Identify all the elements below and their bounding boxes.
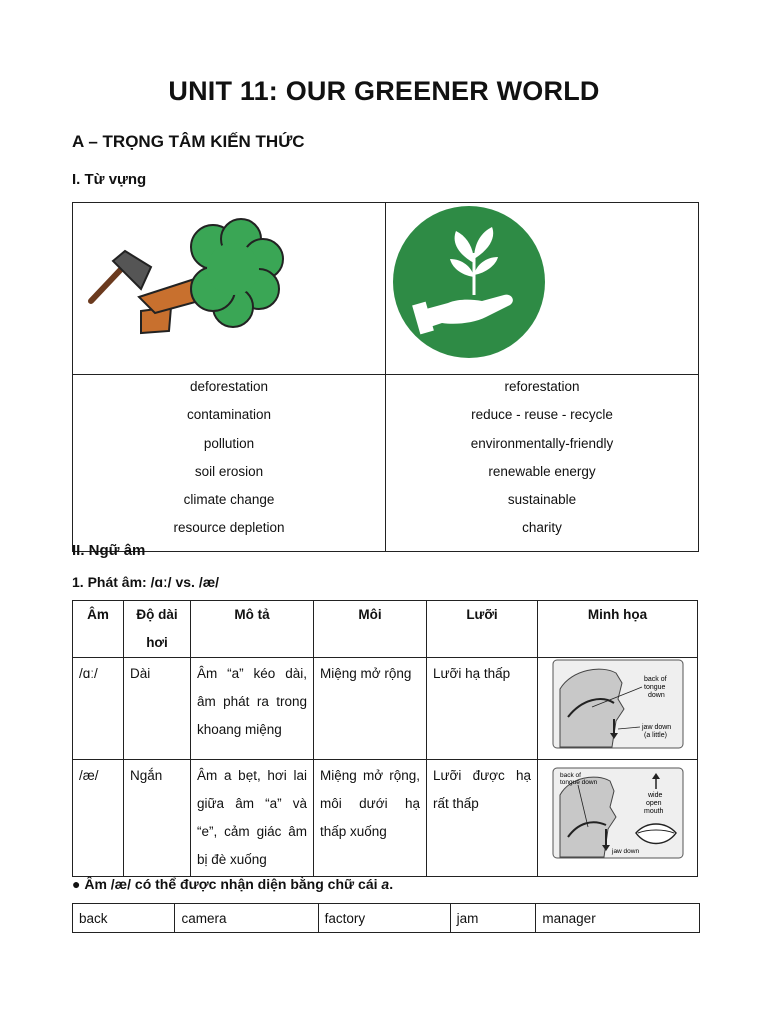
description-cell: Âm a bẹt, hơi lai giữa âm “a” và “e”, cảm giác âm bị đè xuống bbox=[191, 760, 314, 877]
label-text: (a little) bbox=[643, 731, 667, 739]
section-a-heading: A – TRỌNG TÂM KIẾN THỨC bbox=[72, 132, 305, 151]
vocab-word: pollution bbox=[203, 435, 255, 451]
vocab-word: reforestation bbox=[504, 379, 580, 394]
label-text: tongue bbox=[643, 683, 665, 691]
vocab-right-column bbox=[386, 375, 699, 552]
label-text: tongue down bbox=[559, 779, 597, 786]
header-lips: Môi bbox=[314, 601, 427, 658]
note-letter: a bbox=[381, 876, 390, 892]
header-description: Mô tả bbox=[191, 601, 314, 658]
example-word: camera bbox=[175, 904, 318, 933]
mouth-diagram-ae-short bbox=[552, 767, 684, 859]
label-text: jaw down bbox=[641, 723, 671, 731]
description-cell: Âm “a” kéo dài, âm phát ra trong khoang miệng bbox=[191, 658, 314, 760]
example-word: factory bbox=[318, 904, 450, 933]
sound-cell: /æ/ bbox=[73, 760, 124, 877]
vocab-word: reduce - reuse - recycle bbox=[471, 407, 613, 423]
deforestation-illustration bbox=[73, 203, 385, 369]
deforestation-image-cell bbox=[73, 203, 386, 375]
tongue-cell: Lưỡi được hạ rất thấp bbox=[427, 760, 538, 877]
vocab-word: environmentally-friendly bbox=[470, 435, 614, 451]
pronunciation-subheading: 1. Phát âm: /ɑː/ vs. /æ/ bbox=[72, 574, 220, 590]
example-words-table bbox=[72, 903, 700, 933]
label-text: wide bbox=[647, 792, 662, 799]
label-text: back of bbox=[559, 772, 581, 779]
vocab-word: charity bbox=[522, 520, 562, 536]
reforestation-image-cell bbox=[386, 203, 699, 375]
example-word: back bbox=[73, 904, 175, 933]
label-text: mouth bbox=[643, 808, 663, 815]
vocab-word: climate change bbox=[183, 492, 275, 508]
illustration-cell bbox=[538, 658, 698, 760]
reforestation-illustration bbox=[386, 203, 698, 369]
sound-cell: /ɑː/ bbox=[73, 658, 124, 760]
note-text: ● Âm /æ/ có thể được nhận diện bằng chữ cái a. bbox=[72, 876, 394, 892]
header-tongue: Lưỡi bbox=[427, 601, 538, 658]
length-cell: Ngắn bbox=[124, 760, 191, 877]
recognition-note bbox=[72, 876, 393, 892]
phonetics-heading: II. Ngữ âm bbox=[72, 542, 146, 559]
example-word: manager bbox=[536, 904, 700, 933]
vocab-word: soil erosion bbox=[194, 463, 264, 479]
label-text: down bbox=[647, 691, 665, 699]
example-word: jam bbox=[450, 904, 536, 933]
illustration-cell bbox=[538, 760, 698, 877]
vocab-heading: I. Từ vựng bbox=[72, 171, 147, 188]
vocab-word: deforestation bbox=[189, 379, 269, 394]
tongue-cell: Lưỡi hạ thấp bbox=[427, 658, 538, 760]
page-title: UNIT 11: OUR GREENER WORLD bbox=[168, 76, 600, 106]
lips-cell: Miệng mở rộng bbox=[314, 658, 427, 760]
length-cell: Dài bbox=[124, 658, 191, 760]
header-illustration: Minh họa bbox=[538, 601, 698, 658]
vocab-word: renewable energy bbox=[488, 463, 596, 479]
mouth-diagram-a-long bbox=[552, 659, 684, 749]
vocab-word: contamination bbox=[186, 407, 272, 423]
vocab-word: sustainable bbox=[507, 492, 577, 508]
vocab-table bbox=[72, 202, 699, 552]
label-text: open bbox=[645, 800, 662, 807]
phonetics-table bbox=[72, 600, 698, 877]
header-length: Độ dài hơi bbox=[124, 601, 191, 658]
vocab-left-column bbox=[73, 375, 386, 552]
lips-cell: Miệng mở rộng, môi dưới hạ thấp xuống bbox=[314, 760, 427, 877]
label-text: jaw down bbox=[611, 848, 639, 855]
label-text: back of bbox=[643, 675, 667, 683]
header-sound: Âm bbox=[73, 601, 124, 658]
vocab-word: resource depletion bbox=[173, 520, 285, 536]
